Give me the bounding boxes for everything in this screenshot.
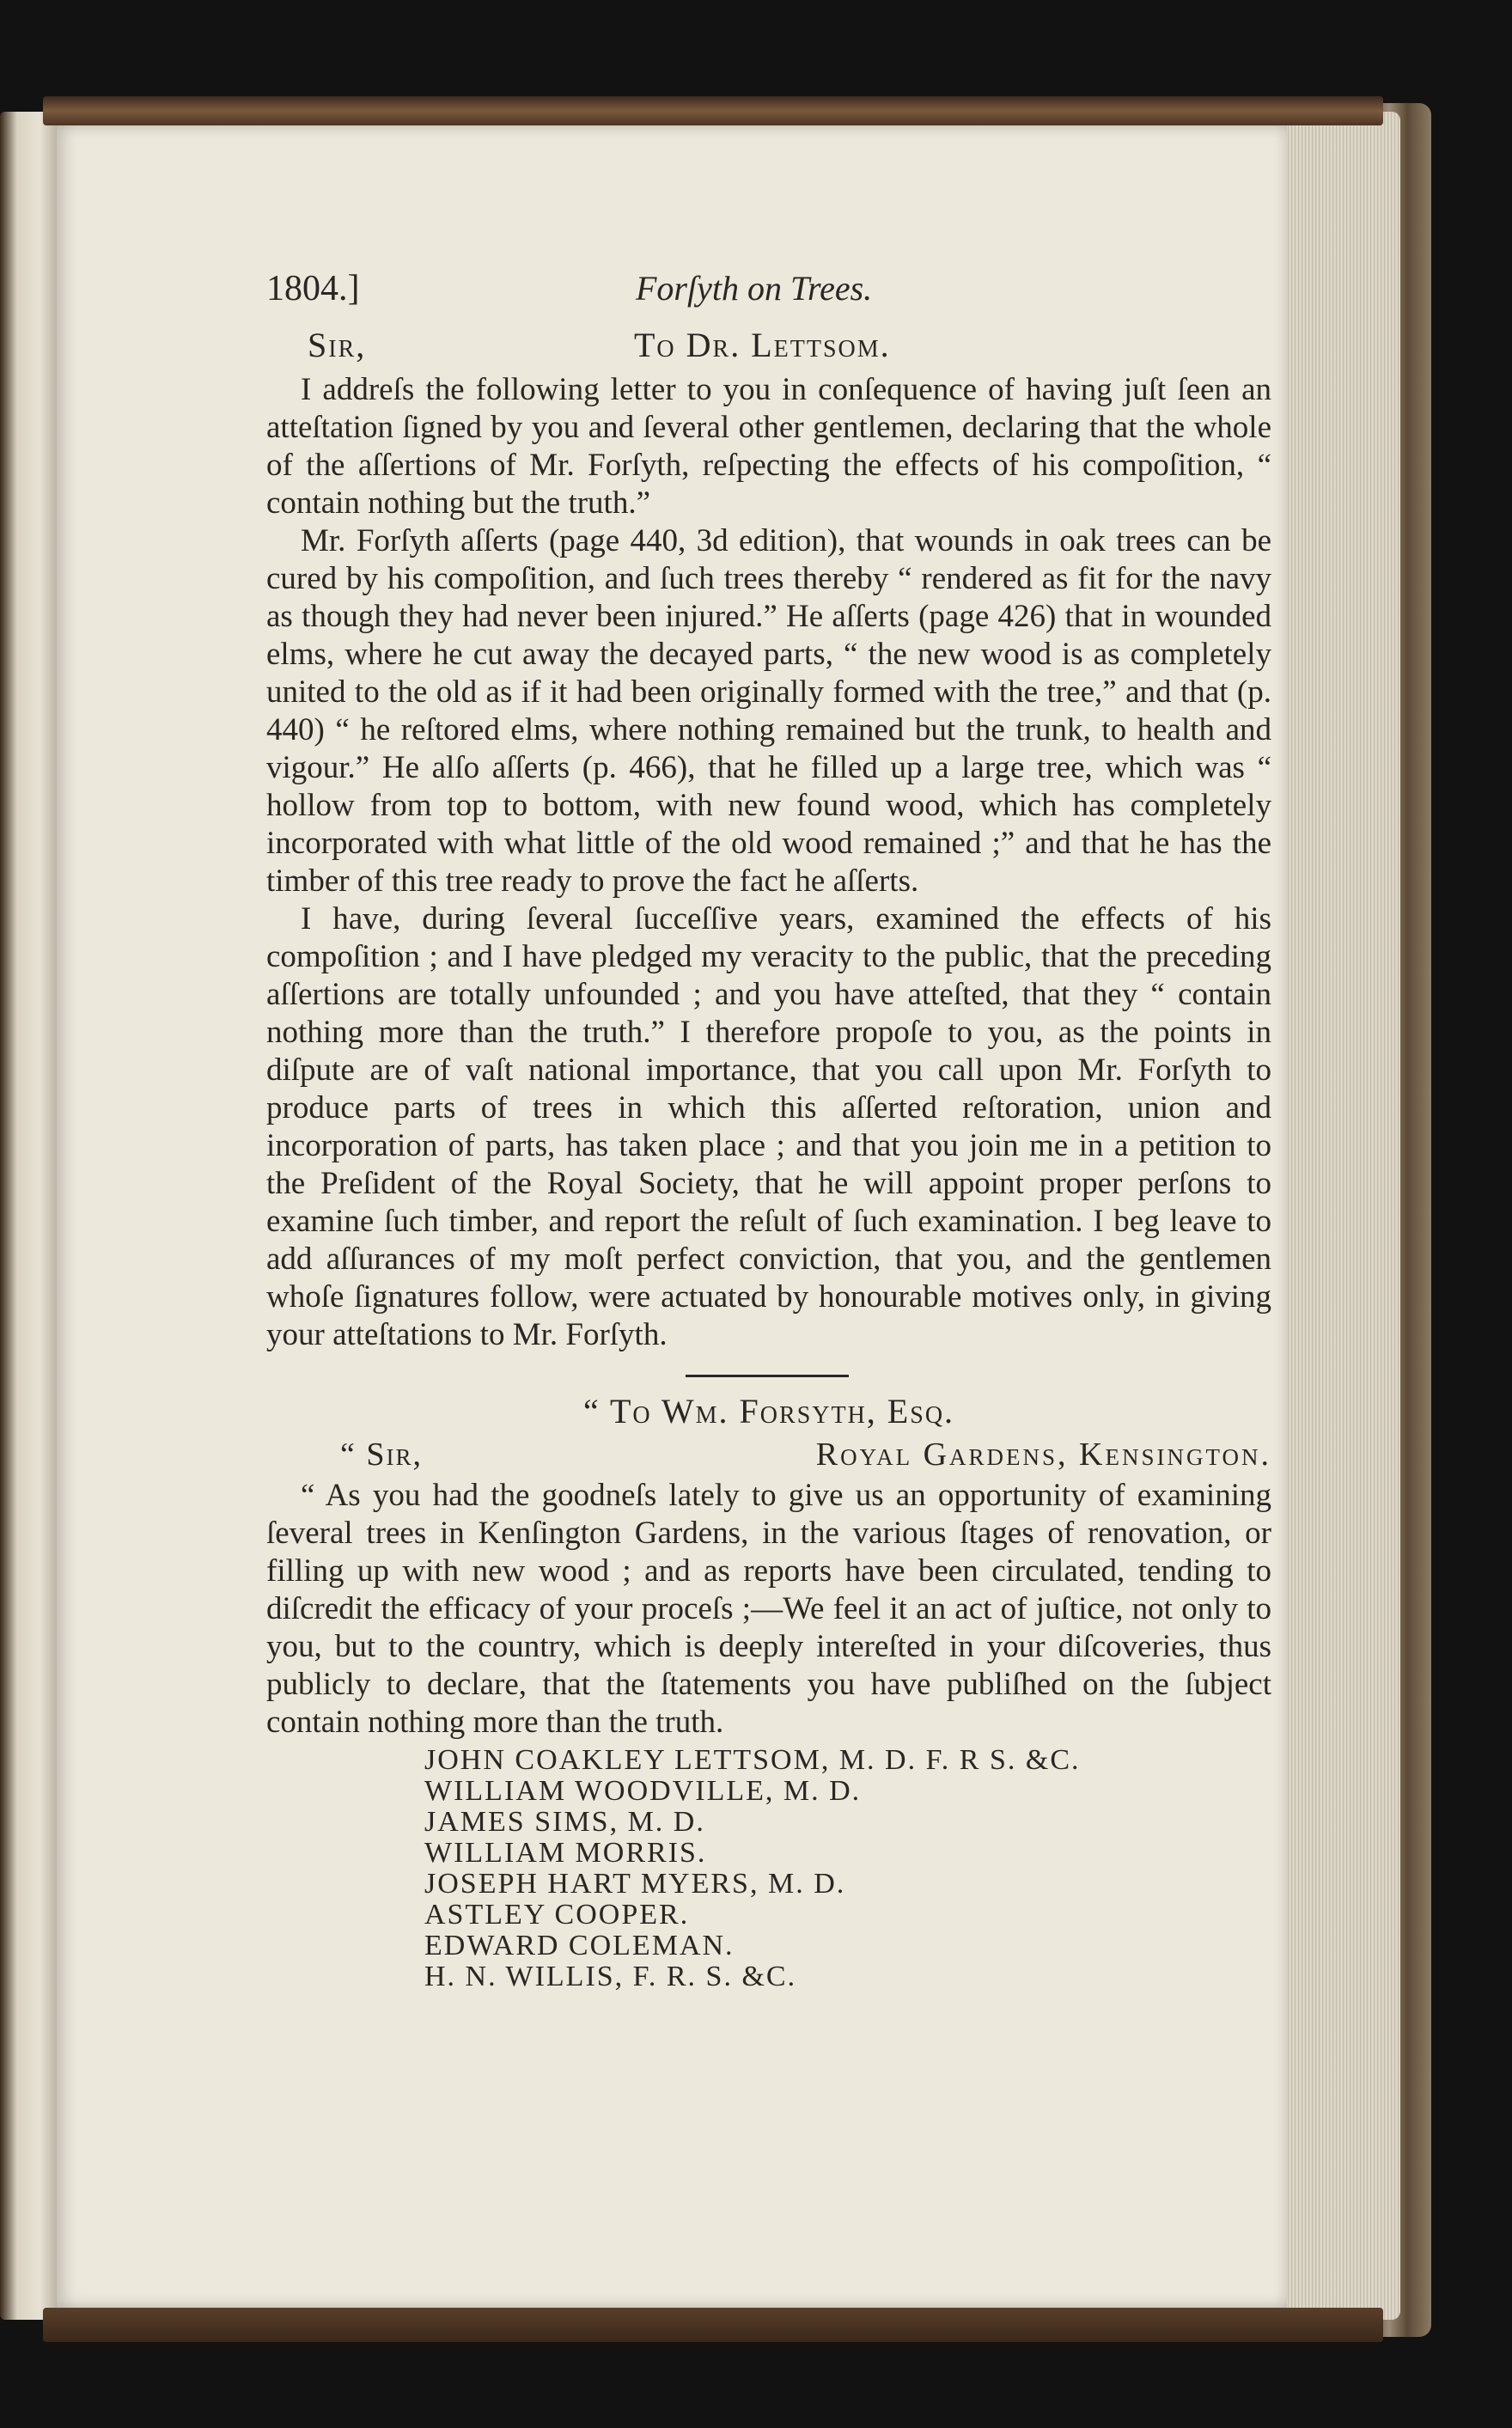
page-text [266,263,1271,1992]
page-year: 1804.] [266,269,360,308]
signature: JAMES SIMS, M. D. [424,1806,705,1838]
signature: JOSEPH HART MYERS, M. D. [424,1868,846,1900]
letter-salutation [266,1436,1271,1477]
letter-addressee: “ To Wm. Forsyth, Eſq. [582,1392,955,1431]
running-title: Forſyth on Trees. [636,269,873,308]
binding-bottom [43,2308,1383,2342]
salutation-to: To Dr. Lettsom. [634,326,891,364]
running-header [266,263,1271,311]
signature-list [266,1745,1271,1992]
salutation [266,326,1271,371]
signature: H. N. WILLIS, F. R. S. &C. [424,1961,797,1992]
paragraph: Mr. Forſyth aſſerts (page 440, 3d edition), that wounds in oak trees can be cured by his compoſition, and ſuch trees thereby “ rendered as fit for the navy as though they had never been injured.” He aſſerts (page 426) that in wounded elms, where he cut away the decayed parts, “ the new wood is as completely united to the old as if it had been originally formed with the tree,” and that (p. 440) “ he reſtored elms, where nothing remained but the trunk, to health and vigour.” He alſo aſſerts (p. 466), that he filled up a large tree, which was “ hollow from top to bottom, with new found wood, which has completely incorporated with what little of the old wood remained ;” and that he has the timber of this tree ready to prove the fact he aſſerts. [266,523,1271,899]
letter-body: “ As you had the goodneſs lately to give us an opportunity of examining ſeveral trees in Kenſington Gardens, in the various ſtages of renovation, or filling up with new wood ; and as reports have been circulated, tending to diſcredit the efficacy of your proceſs ;—We feel it an act of juſtice, not only to you, but to the country, which is deeply intereſted in your diſcoveries, thus publicly to declare, that the ſtatements you have publiſhed on the ſubject contain nothing more than the truth. [266,1478,1271,1740]
letter-place: Royal Gardens, Kensington. [815,1437,1271,1473]
book-page [57,125,1287,2308]
signature: WILLIAM WOODVILLE, M. D. [424,1775,862,1807]
signature: JOHN COAKLEY LETTSOM, M. D. F. R S. &C. [424,1744,1081,1776]
paragraph: I have, during ſeveral ſucceſſive years, examined the effects of his compoſition ; and I have pledged my veracity to the public, that the preceding aſſertions are totally unfounded ; and you have atteſted, that they “ contain nothing more than the truth.” I therefore propoſe to you, as the points in diſpute are of vaſt national importance, that you call upon Mr. Forſyth to produce parts of trees in which this aſſerted reſtoration, union and incorporation of parts, has taken place ; and that you join me in a petition to the Preſident of the Royal Society, that he will appoint proper perſons to examine ſuch timber, and report the reſult of ſuch examination. I beg leave to add aſſurances of my moſt perfect conviction, that you, and the gentlemen whoſe ſignatures follow, were actuated by honourable motives only, in giving your atteſtations to Mr. Forſyth. [266,901,1271,1352]
signature: WILLIAM MORRIS. [424,1837,707,1869]
salutation-sir: Sir, [308,326,367,364]
letter-sir: “ Sir, [340,1437,423,1473]
binding-top [43,96,1383,125]
paragraph: I addreſs the following letter to you in conſequence of having juſt ſeen an atteſtation ſigned by you and ſeveral other gentlemen, declaring that the whole of the aſſertions of Mr. Forſyth, reſpecting the effects of his compoſition, “ contain nothing but the truth.” [266,372,1271,521]
signature: ASTLEY COOPER. [424,1899,690,1931]
page-stack-edge [1271,112,1400,2320]
signature: EDWARD COLEMAN. [424,1930,735,1961]
book-left-edge [0,112,57,2320]
divider-rule [686,1375,849,1377]
